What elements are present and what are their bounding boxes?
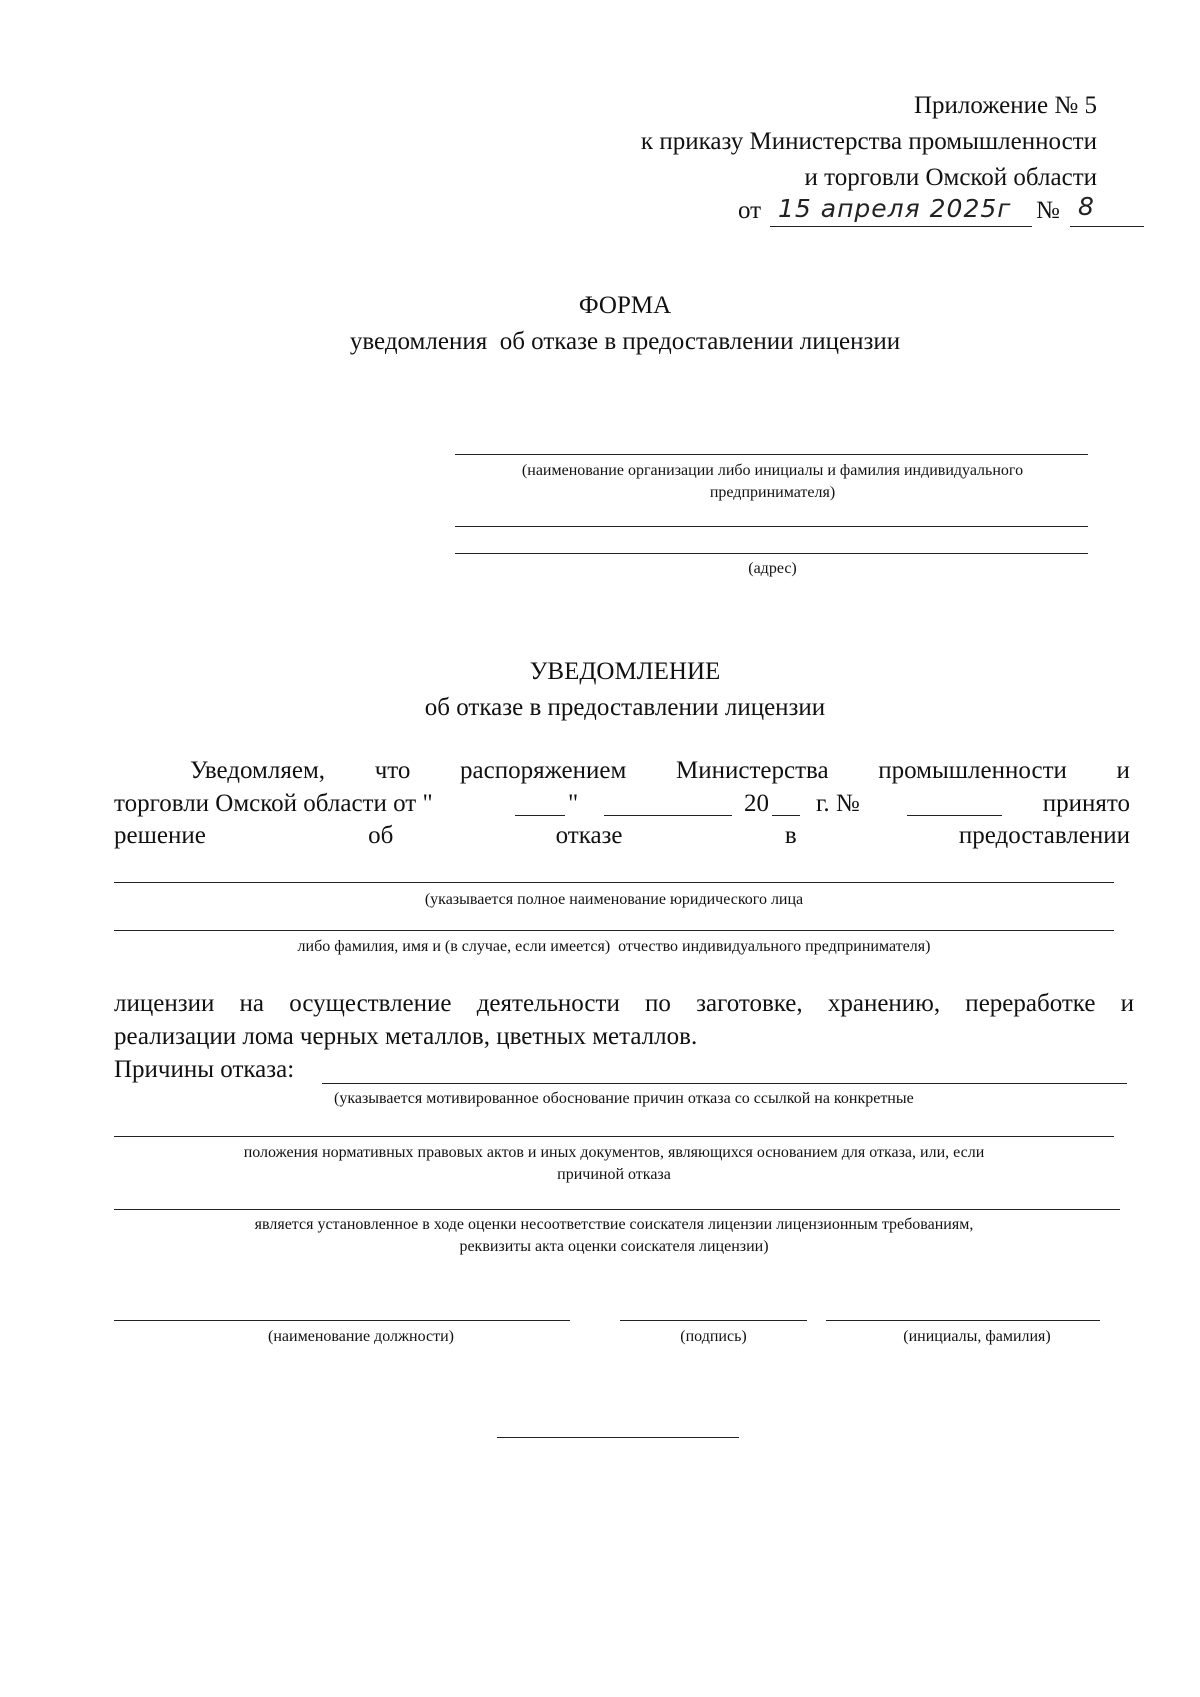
reasons-caption-3: причиной отказа <box>557 1166 671 1183</box>
row3-word: предоставлении <box>958 822 1130 849</box>
order-date-underline <box>770 226 1032 227</box>
order-year-prefix: 20 <box>744 790 769 817</box>
notice-row-3 <box>114 822 1130 850</box>
addressee-name-caption-2: предпринимателя) <box>709 484 836 501</box>
order-date-text: торговли Омской области от " <box>114 790 433 817</box>
reasons-caption-1: (указывается мотивированное обоснование причин отказа со ссылкой на конкретные <box>334 1090 914 1107</box>
row3-word: отказе <box>555 822 623 849</box>
row1-word: Министерства <box>676 757 829 784</box>
notice-row-1 <box>190 757 1130 785</box>
row1-word: Уведомляем, <box>190 757 326 784</box>
decision-taken-text: принято <box>1042 790 1130 817</box>
position-caption: (наименование должности) <box>268 1328 454 1345</box>
order-year-blank <box>772 815 800 816</box>
reasons-caption-5: реквизиты акта оценки соискателя лицензии) <box>459 1238 769 1255</box>
order-day-blank <box>515 815 565 816</box>
order-number-blank <box>907 815 1002 816</box>
order-date-prefix: от <box>738 197 762 224</box>
signature-line <box>620 1320 807 1321</box>
position-line <box>114 1320 570 1321</box>
reasons-caption-4: является установленное в ходе оценки несоответствие соискателя лицензии лицензионным требованиям, <box>254 1216 974 1233</box>
licensee-caption-individual: либо фамилия, имя и (в случае, если имеется) отчество индивидуального предпринимателя) <box>297 938 931 955</box>
order-number-label: № <box>1036 197 1060 224</box>
name-caption: (инициалы, фамилия) <box>903 1328 1051 1345</box>
reasons-line-3 <box>114 1209 1120 1210</box>
order-day-close-quote: " <box>568 790 579 817</box>
row3-word: в <box>784 822 797 849</box>
reasons-caption-2: положения нормативных правовых актов и иных документов, являющихся основанием для отказа, или, если <box>243 1144 985 1161</box>
addressee-name-caption-1: (наименование организации либо инициалы и фамилия индивидуального <box>521 462 1024 479</box>
form-subtitle: уведомления об отказе в предоставлении лицензии <box>349 328 901 355</box>
row3-word: решение <box>114 822 206 849</box>
license-text-line-2: реализации лома черных металлов, цветных металлов. <box>114 1023 698 1050</box>
row1-word: промышленности <box>878 757 1067 784</box>
name-line <box>826 1320 1100 1321</box>
appendix-line-1: Приложение № 5 <box>913 92 1097 119</box>
row3-word: об <box>368 822 394 849</box>
row1-word: и <box>1116 757 1130 784</box>
closing-separator <box>497 1437 739 1438</box>
appendix-line-2: к приказу Министерства промышленности <box>640 128 1097 155</box>
reasons-label: Причины отказа: <box>114 1056 295 1083</box>
addressee-address-caption: (адрес) <box>748 560 797 577</box>
notice-title: УВЕДОМЛЕНИЕ <box>529 658 721 685</box>
licensee-name-line-1 <box>114 882 1114 883</box>
order-number-text: г. № <box>816 790 860 817</box>
row1-word: что <box>374 757 411 784</box>
reasons-line-2 <box>114 1136 1114 1137</box>
form-title: ФОРМА <box>578 292 672 319</box>
appendix-line-3: и торговли Омской области <box>804 164 1097 191</box>
notice-subtitle: об отказе в предоставлении лицензии <box>424 694 826 721</box>
addressee-address-line-2 <box>455 553 1088 554</box>
licensee-caption-legal: (указывается полное наименование юридического лица <box>424 891 804 908</box>
addressee-address-line-1 <box>455 526 1088 527</box>
licensee-name-line-2 <box>114 930 1114 931</box>
order-number-underline <box>1070 226 1144 227</box>
order-month-blank <box>604 815 732 816</box>
order-date-handwritten: 15 апреля 2025г <box>778 194 1012 223</box>
order-number-handwritten: 8 <box>1078 192 1095 221</box>
addressee-name-line <box>455 454 1088 455</box>
license-text-line-1: лицензии на осуществление деятельности по заготовке, хранению, переработке и <box>114 990 1134 1017</box>
reasons-line-1 <box>322 1083 1127 1084</box>
signature-caption: (подпись) <box>680 1328 747 1345</box>
row1-word: распоряжением <box>460 757 627 784</box>
